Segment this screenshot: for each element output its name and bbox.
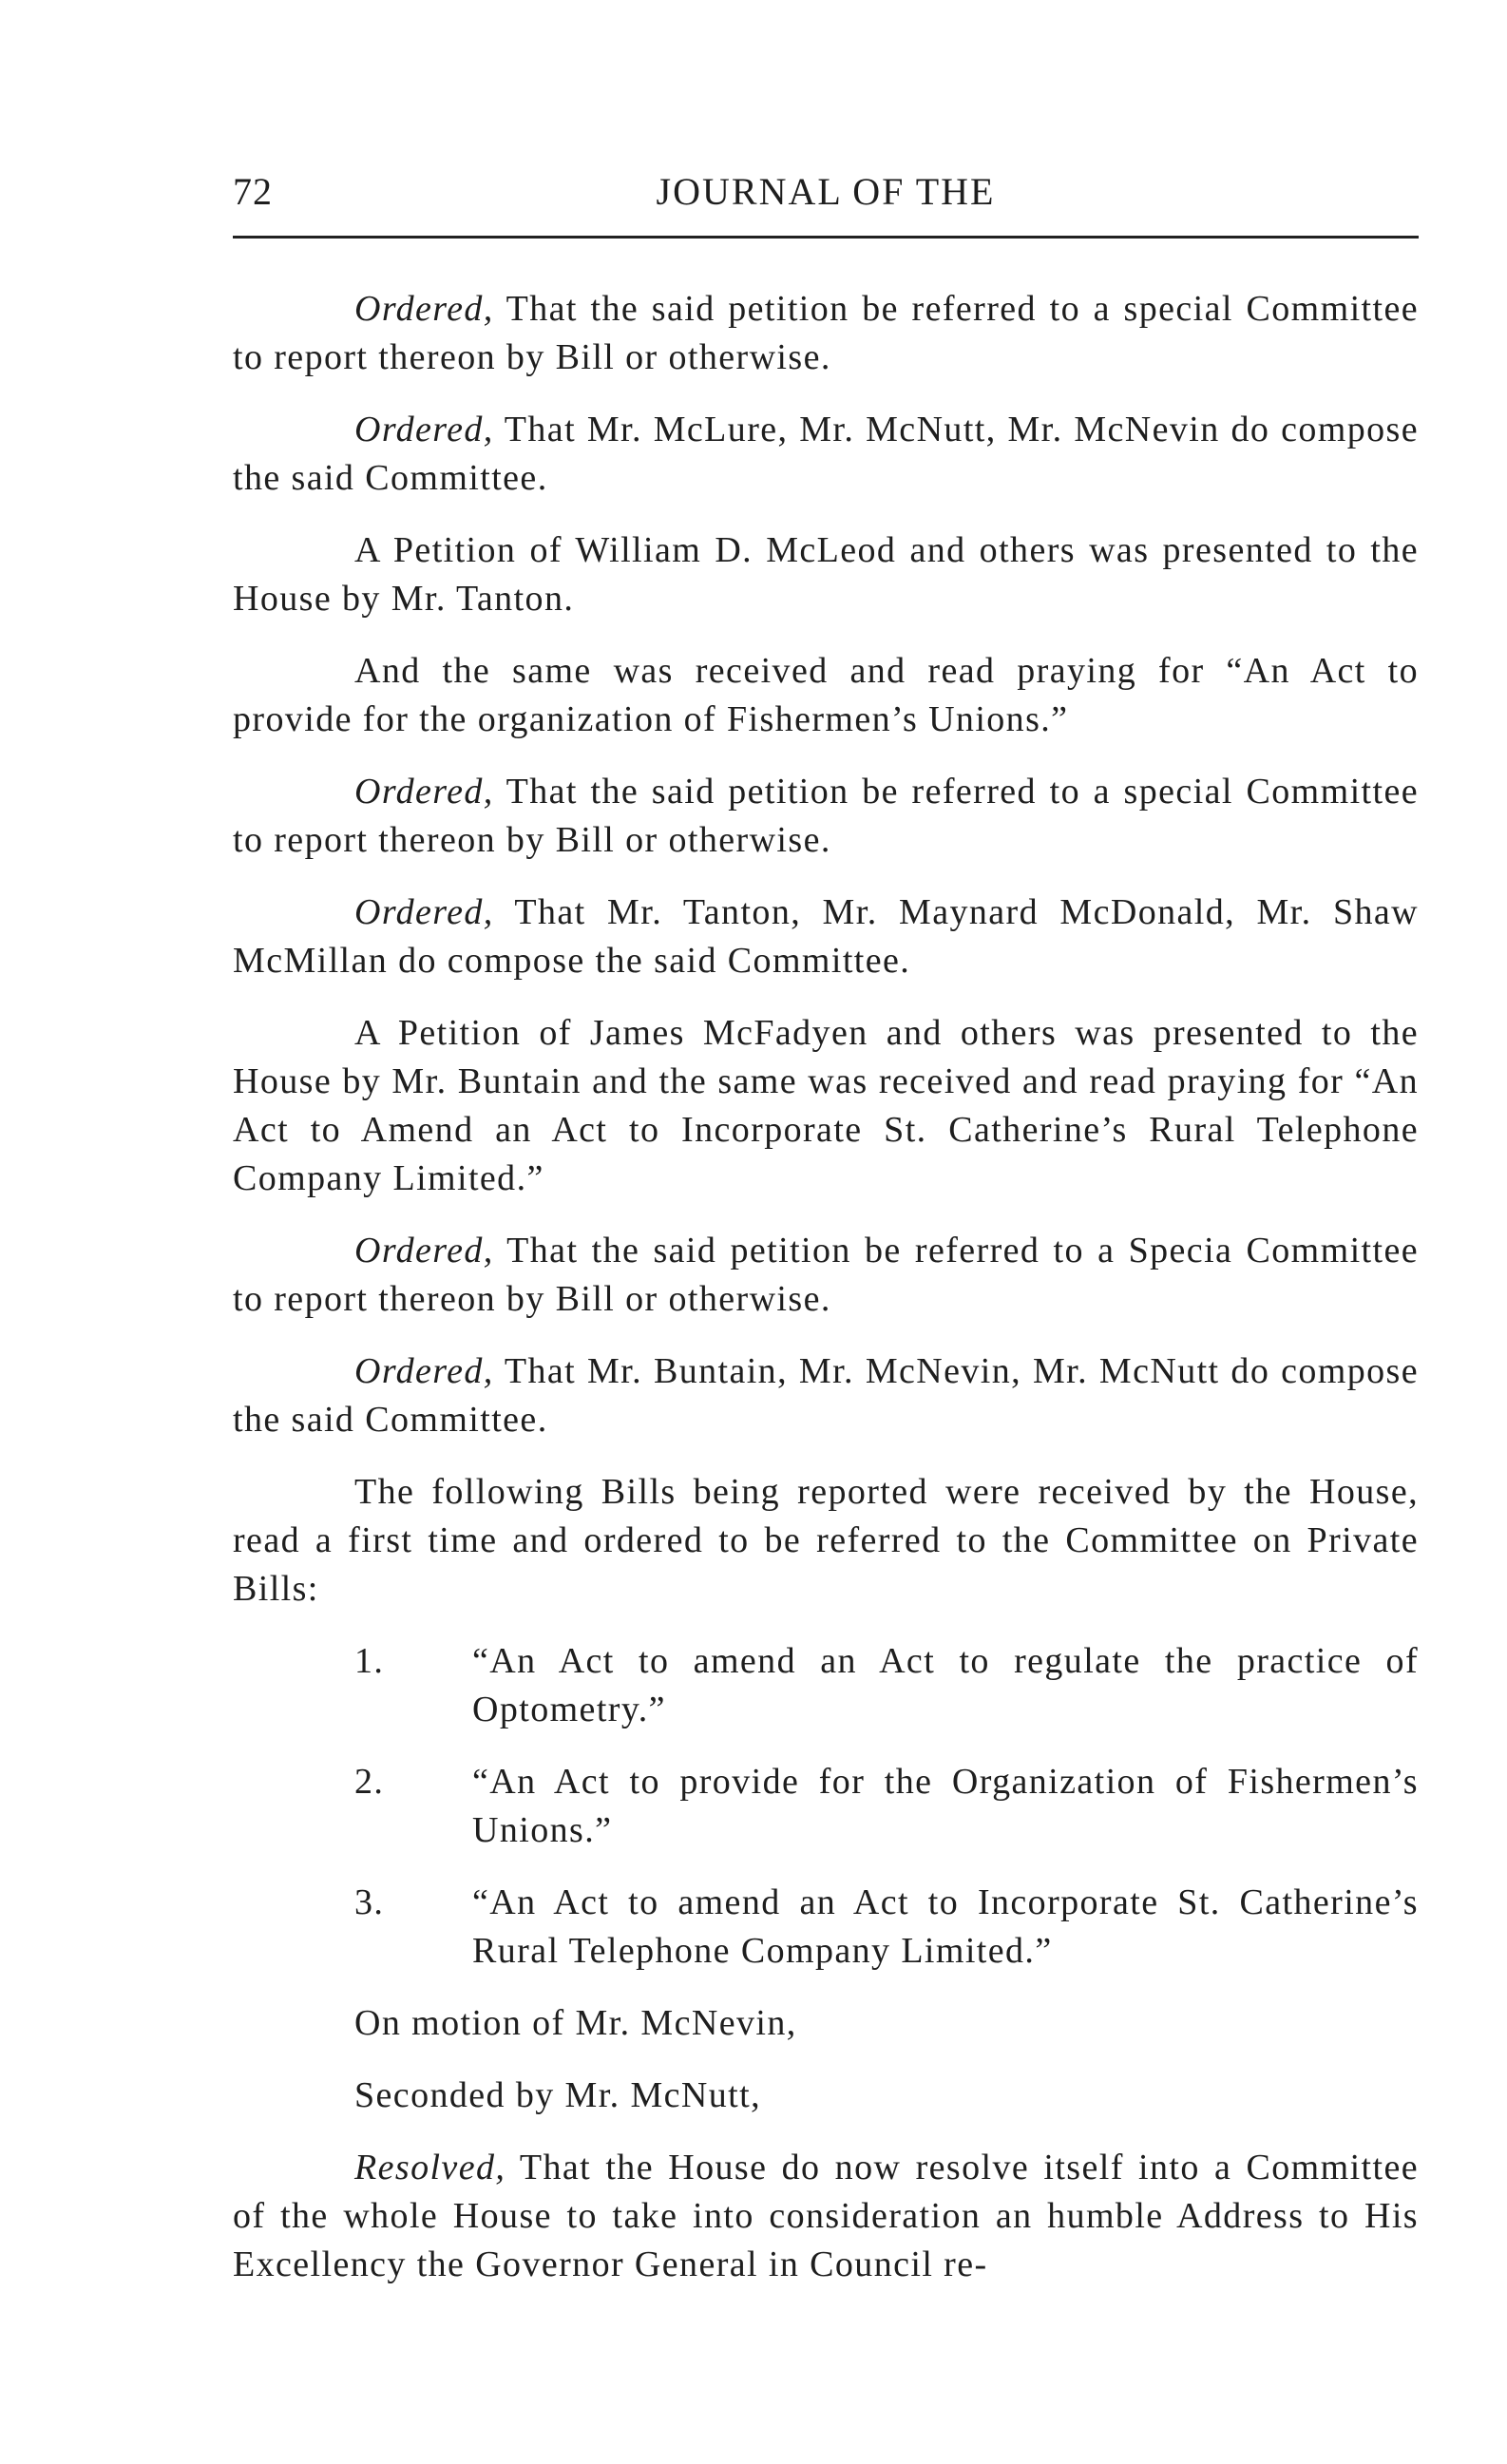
paragraph-text: That the said petition be referred to a Specia Committee to report thereon by Bill or otherwise. (233, 1231, 1419, 1319)
paragraph-text: That Mr. McLure, Mr. McNutt, Mr. McNevin do compose the said Committee. (233, 410, 1419, 498)
paragraph-lead: Ordered, (354, 1231, 494, 1270)
motion-line: On motion of Mr. McNevin, (354, 2003, 797, 2043)
paragraph (233, 888, 1419, 985)
paragraph-text: The following Bills being reported were received by the House, read a first time and ordered to be referred to the Committee on Private Bills: (233, 1472, 1419, 1609)
paragraph (233, 526, 1419, 623)
page-number: 72 (233, 170, 273, 213)
paragraph (233, 647, 1419, 744)
page-header (233, 169, 1419, 226)
paragraph-text: And the same was received and read praying for “An Act to provide for the organization of Fishermen’s Unions.” (233, 651, 1419, 739)
paragraph-lead: Ordered, (354, 772, 494, 812)
paragraph-text: That Mr. Buntain, Mr. McNevin, Mr. McNutt do compose the said Committee. (233, 1351, 1419, 1440)
paragraph (233, 285, 1419, 382)
paragraph (233, 406, 1419, 503)
paragraph (233, 1347, 1419, 1444)
bill-title: “An Act to amend an Act to regulate the practice of Optometry.” (472, 1641, 1419, 1729)
paragraph-text: That the said petition be referred to a special Committee to report thereon by Bill or otherwise. (233, 772, 1419, 860)
paragraph-text: A Petition of William D. McLeod and others was presented to the House by Mr. Tanton. (233, 530, 1419, 619)
header-rule (233, 236, 1419, 239)
journal-page (233, 0, 1419, 2464)
bill-number: 2. (354, 1762, 385, 1802)
paragraph-lead: Ordered, (354, 892, 494, 932)
running-head: JOURNAL OF THE (656, 170, 996, 213)
paragraph-lead: Ordered, (354, 289, 494, 329)
bill-item (233, 1879, 1419, 1976)
paragraph-text: A Petition of James McFadyen and others was presented to the House by Mr. Buntain and the same was received and read praying for “An Act to Amend an Act to Incorporate St. Catherine’s Rural Telephone Company Limited.” (233, 1013, 1419, 1198)
paragraph (233, 768, 1419, 865)
paragraph-text: That the said petition be referred to a special Committee to report thereon by Bill or otherwise. (233, 289, 1419, 377)
bill-item (233, 1758, 1419, 1855)
bill-item (233, 1637, 1419, 1734)
bill-number: 3. (354, 1882, 385, 1922)
bill-number: 1. (354, 1641, 385, 1681)
paragraph (233, 1227, 1419, 1324)
paragraph-text: That Mr. Tanton, Mr. Maynard McDonald, Mr. Shaw McMillan do compose the said Committee. (233, 892, 1419, 981)
resolution-text: That the House do now resolve itself into a Committee of the whole House to take into consideration an humble Address to His Excellency the Governor General in Council re- (233, 2148, 1419, 2284)
paragraph-lead: Ordered, (354, 1351, 494, 1391)
paragraph-lead: Ordered, (354, 410, 494, 449)
bill-title: “An Act to provide for the Organization of Fishermen’s Unions.” (472, 1762, 1419, 1850)
seconded-line: Seconded by Mr. McNutt, (354, 2075, 761, 2115)
paragraph (233, 1468, 1419, 1614)
resolution-lead: Resolved, (354, 2148, 506, 2187)
body-text (233, 285, 1419, 2313)
bill-title: “An Act to amend an Act to Incorporate St. Catherine’s Rural Telephone Company Limited.” (472, 1882, 1419, 1971)
resolution-paragraph (233, 2144, 1419, 2289)
paragraph (233, 1009, 1419, 1203)
